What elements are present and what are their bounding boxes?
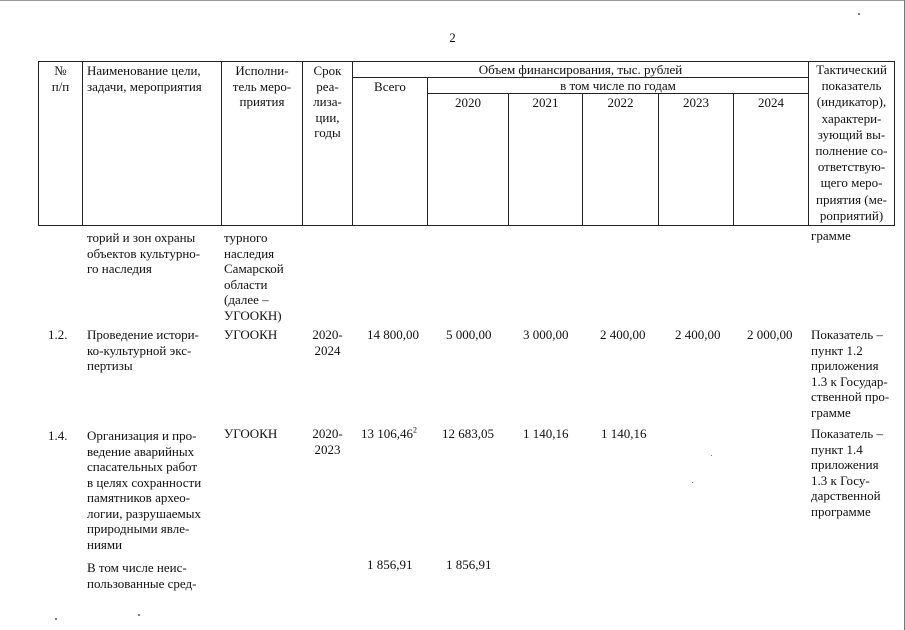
row-executor: УГООКН xyxy=(224,426,278,441)
cont-indicator: грамме xyxy=(811,228,851,243)
vline-1 xyxy=(82,61,83,226)
row-name: Проведение истори- ко-культурной экс- пертизы xyxy=(87,327,199,373)
hdr-indicator: Тактический показатель (индикатор), характери- зующий вы- полнение со- ответствую- щего меро- приятия (ме- роприятий) xyxy=(815,62,888,223)
cont-executor: турного наследия Самарской области (далее – УГООКН) xyxy=(224,230,284,323)
row-2020: 12 683,05 xyxy=(442,426,494,441)
vline-9 xyxy=(733,93,734,226)
hdr-by-years: в том числе по годам xyxy=(560,78,676,93)
scan-speck xyxy=(692,482,693,483)
row-indicator: Показатель – пункт 1.4 приложения 1.3 к Госу- дарственной программе xyxy=(811,426,883,519)
hdr-year-2023: 2023 xyxy=(683,95,709,110)
row-2023: 2 400,00 xyxy=(675,327,721,342)
vline-7 xyxy=(582,93,583,226)
hdr-num: № п/п xyxy=(51,63,70,94)
vline-6 xyxy=(508,93,509,226)
hdr-year-2024: 2024 xyxy=(758,95,784,110)
scan-speck xyxy=(138,614,140,616)
row-total-value: 13 106,46 xyxy=(361,426,413,441)
page-top-edge xyxy=(0,0,905,1)
cont-name: торий и зон охраны объектов культурно- го наследия xyxy=(87,230,201,276)
row-2022: 2 400,00 xyxy=(600,327,646,342)
row-total xyxy=(361,426,417,442)
hdr-funding: Объем финансирования, тыс. рублей xyxy=(478,62,683,77)
row-term: 2020- 2024 xyxy=(312,327,343,358)
row-term: 2020- 2023 xyxy=(312,426,343,457)
hdr-year-2021: 2021 xyxy=(532,95,559,110)
page-number: 2 xyxy=(449,30,456,45)
scan-speck xyxy=(858,13,860,15)
hdr-year-2022: 2022 xyxy=(607,95,634,110)
hdr-name: Наименование цели, задачи, мероприятия xyxy=(87,63,202,94)
row-2020: 1 856,91 xyxy=(446,557,492,572)
row-2024: 2 000,00 xyxy=(747,327,793,342)
hdr-year-2020: 2020 xyxy=(455,95,481,110)
hdr-term: Срок реа- лиза- ции, годы xyxy=(313,63,342,140)
vline-11 xyxy=(894,61,895,226)
vline-8 xyxy=(658,93,659,226)
row-total: 14 800,00 xyxy=(367,327,419,342)
row-num: 1.2. xyxy=(48,327,68,342)
footnote-mark: 2 xyxy=(413,425,417,435)
row-2021: 1 140,16 xyxy=(523,426,569,441)
hdr-total: Всего xyxy=(374,79,406,94)
row-name: Организация и про- ведение аварийных спасательных работ в целях сохранности памятников архео- логии, разрушаемых природными явле- ниями xyxy=(87,428,202,552)
hline-bottom xyxy=(38,225,895,226)
row-executor: УГООКН xyxy=(224,327,278,342)
scan-speck xyxy=(55,618,57,620)
hdr-executor: Исполни- тель меро- приятия xyxy=(232,63,292,109)
row-name: В том числе неис- пользованные сред- xyxy=(87,560,197,591)
row-2022: 1 140,16 xyxy=(601,426,647,441)
row-num: 1.4. xyxy=(48,428,68,443)
row-2020: 5 000,00 xyxy=(446,327,492,342)
row-indicator: Показатель – пункт 1.2 приложения 1.3 к Государ- ственной про- грамме xyxy=(811,327,890,420)
row-total: 1 856,91 xyxy=(367,557,413,572)
scan-speck xyxy=(711,455,712,456)
row-2021: 3 000,00 xyxy=(523,327,569,342)
